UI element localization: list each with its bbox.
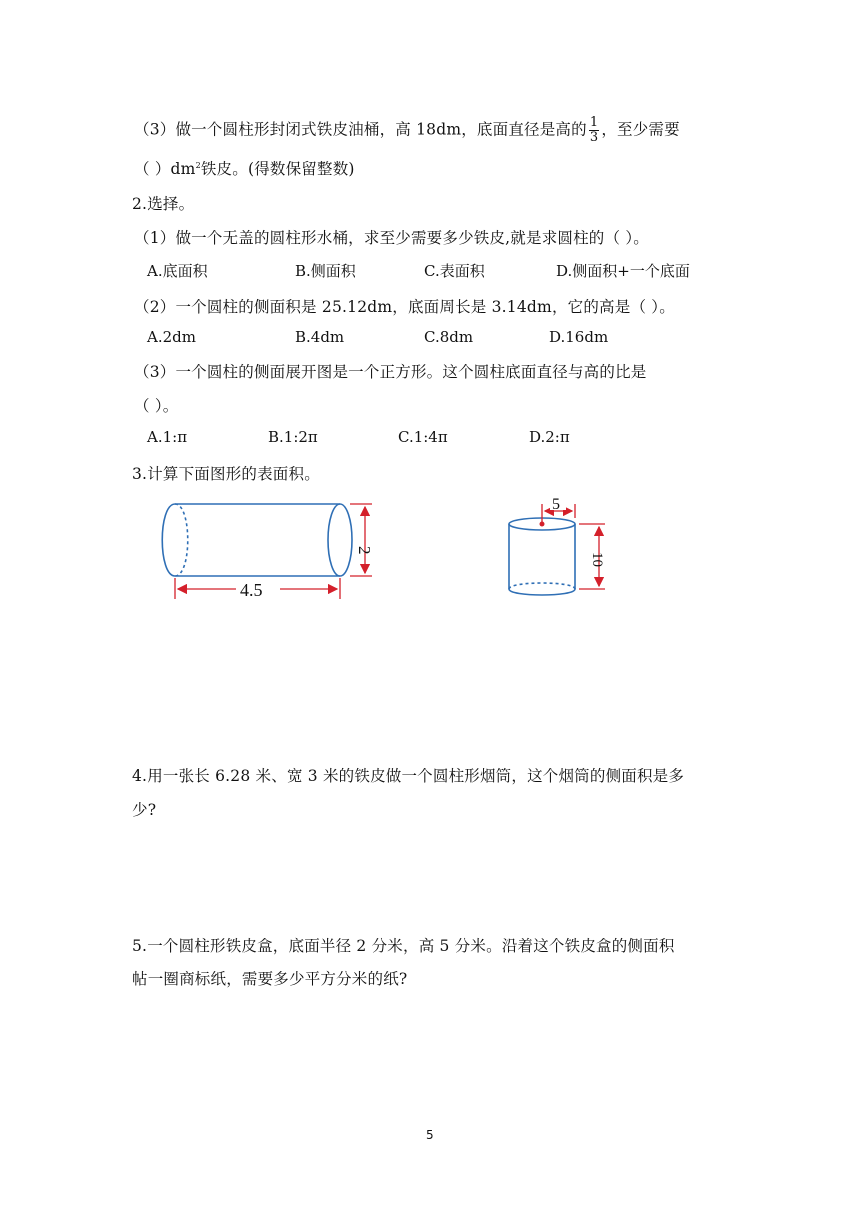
- q4-line1: 4.用一张长 6.28 米、宽 3 米的铁皮做一个圆柱形烟筒，这个烟筒的侧面积是多: [132, 767, 685, 785]
- height-label: 10: [589, 552, 605, 567]
- q1-3-text-tail: 铁皮。(得数保留整数): [200, 160, 355, 178]
- q2-heading: 2.选择。: [132, 195, 195, 213]
- cylinder-body: [162, 504, 352, 576]
- q2-1-option-b[interactable]: B.侧面积: [295, 262, 356, 280]
- vertical-cylinder-figure: [495, 492, 610, 617]
- q2-3-option-d[interactable]: D.2:π: [529, 428, 570, 446]
- q2-1-question: （1）做一个无盖的圆柱形水桶，求至少需要多少铁皮,就是求圆柱的（ ）。: [134, 229, 649, 247]
- q2-1-option-a[interactable]: A.底面积: [147, 262, 208, 280]
- q2-2-option-a[interactable]: A.2dm: [147, 328, 196, 346]
- diameter-label: 2: [355, 546, 374, 555]
- q1-3-text-pre: （3）做一个圆柱形封闭式铁皮油桶，高 18dm，底面直径是高的: [134, 120, 587, 139]
- q2-3-option-c[interactable]: C.1:4π: [398, 428, 448, 446]
- q1-3-text-post: ，至少需要: [601, 120, 680, 139]
- q1-3-line2: [134, 157, 355, 179]
- q3-heading: 3.计算下面图形的表面积。: [132, 465, 320, 483]
- q2-2-option-c[interactable]: C.8dm: [424, 328, 474, 346]
- q1-3-line1: [134, 116, 680, 145]
- q2-2-question: （2）一个圆柱的侧面积是 25.12dm，底面周长是 3.14dm，它的高是（ ）。: [134, 298, 675, 316]
- q2-3-question-line1: （3）一个圆柱的侧面展开图是一个正方形。这个圆柱底面直径与高的比是: [134, 363, 647, 381]
- cylinder-body: [509, 518, 575, 595]
- fraction-denominator: 3: [589, 130, 599, 145]
- answer-blank[interactable]: （ ）dm: [134, 160, 196, 178]
- center-point: [540, 522, 545, 527]
- q2-1-option-d[interactable]: D.侧面积+一个底面: [556, 262, 690, 280]
- fraction-one-third: [589, 116, 599, 145]
- q2-3-option-b[interactable]: B.1:2π: [268, 428, 318, 446]
- q2-2-option-b[interactable]: B.4dm: [295, 328, 345, 346]
- unit-superscript: 2: [195, 160, 201, 170]
- diameter-label: 5: [552, 496, 560, 513]
- q5-line1: 5.一个圆柱形铁皮盒，底面半径 2 分米，高 5 分米。沿着这个铁皮盒的侧面积: [132, 937, 675, 955]
- q2-2-option-d[interactable]: D.16dm: [549, 328, 609, 346]
- horizontal-cylinder-figure: [150, 495, 380, 605]
- page-number: 5: [426, 1128, 434, 1142]
- length-label: 4.5: [240, 580, 263, 600]
- q4-line2: 少?: [132, 801, 157, 819]
- q2-1-option-c[interactable]: C.表面积: [424, 262, 485, 280]
- fraction-numerator: 1: [589, 115, 599, 130]
- q2-3-question-line2: （ ）。: [134, 397, 179, 415]
- diameter-dimension: [350, 504, 372, 576]
- q5-line2: 帖一圈商标纸，需要多少平方分米的纸?: [132, 970, 408, 988]
- q2-3-option-a[interactable]: A.1:π: [147, 428, 188, 446]
